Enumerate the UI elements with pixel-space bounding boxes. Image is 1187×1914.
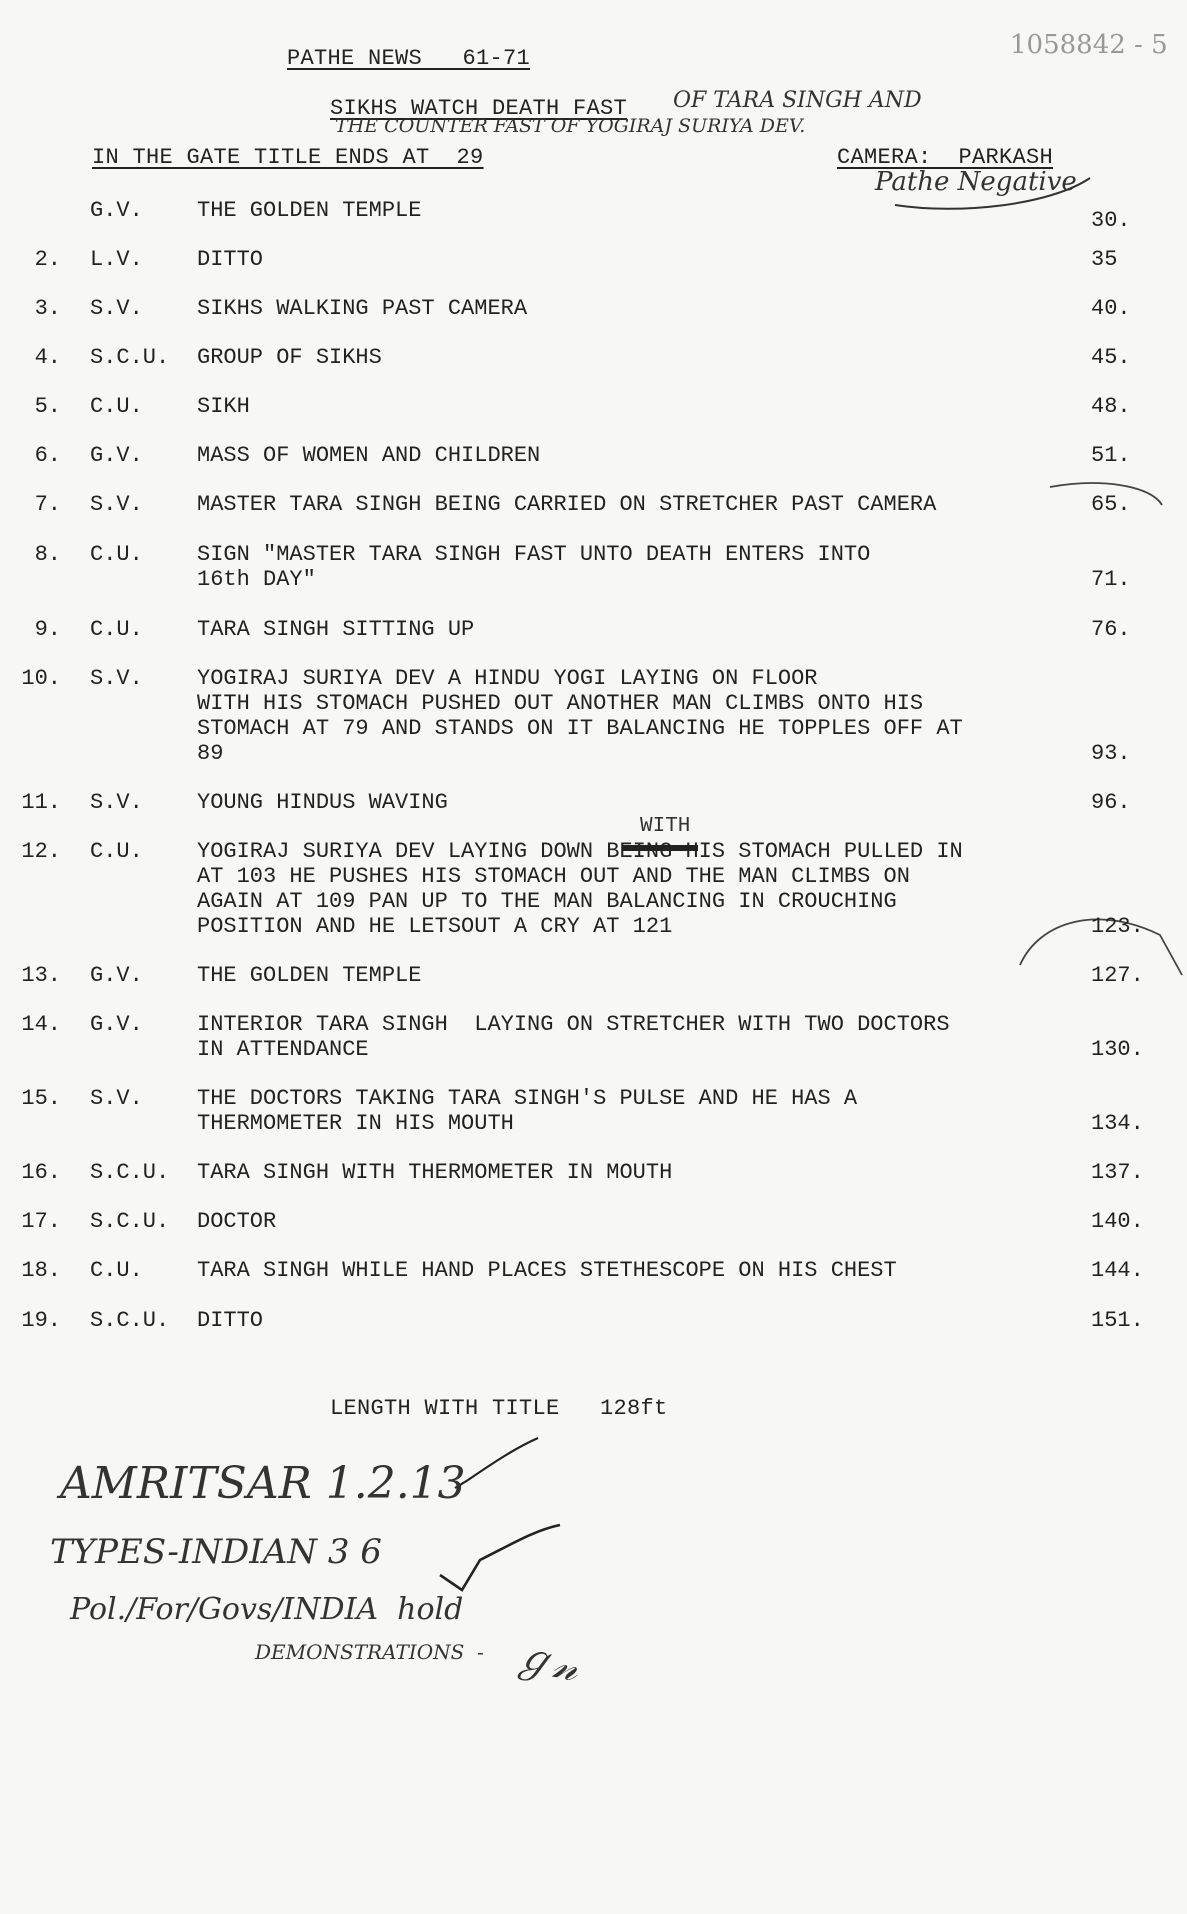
handwritten-note-types: TYPES-INDIAN 3 6 — [50, 1532, 382, 1572]
story-title: SIKHS WATCH DEATH FAST — [330, 96, 628, 121]
shot-number: 17. — [21, 1209, 61, 1234]
reference-number: 1058842 - 5 — [1010, 30, 1168, 60]
insert-word: WITH — [640, 815, 691, 838]
footage-count: 123. — [1091, 914, 1144, 939]
shot-number: 6. — [34, 443, 61, 468]
shot-description: DITTO — [197, 1308, 264, 1333]
tick-mark-2 — [440, 1525, 560, 1590]
footage-count: 40. — [1091, 296, 1131, 321]
story-title-handwritten-1: OF TARA SINGH AND — [673, 88, 922, 113]
footage-count: 45. — [1091, 345, 1131, 370]
shot-description: SIGN "MASTER TARA SINGH FAST UNTO DEATH ENTERS INTO 16th DAY" — [197, 542, 871, 592]
footage-count: 65. — [1091, 492, 1131, 517]
shot-number: 12. — [21, 839, 61, 864]
shot-type: S.V. — [90, 492, 143, 517]
shot-type: S.C.U. — [90, 345, 170, 370]
footage-count: 93. — [1091, 741, 1131, 766]
shot-type: C.U. — [90, 1258, 143, 1283]
footage-count: 140. — [1091, 1209, 1144, 1234]
newsreel-title: PATHE NEWS 61-71 — [287, 46, 531, 71]
length-with-title: LENGTH WITH TITLE 128ft — [330, 1396, 668, 1421]
shot-type: S.C.U. — [90, 1209, 170, 1234]
footage-count: 30. — [1091, 208, 1131, 233]
shot-description: MASS OF WOMEN AND CHILDREN — [197, 443, 541, 468]
shot-description: TARA SINGH WHILE HAND PLACES STETHESCOPE ON HIS CHEST — [197, 1258, 897, 1283]
shot-number: 14. — [21, 1012, 61, 1037]
shot-description: YOUNG HINDUS WAVING — [197, 790, 448, 815]
shot-type: C.U. — [90, 542, 143, 567]
shot-type: C.U. — [90, 617, 143, 642]
shot-type: G.V. — [90, 198, 143, 223]
shot-type: G.V. — [90, 1012, 143, 1037]
footage-count: 96. — [1091, 790, 1131, 815]
handwritten-initials-mark: ℊ𝓃 — [510, 1632, 583, 1692]
footage-count: 134. — [1091, 1111, 1144, 1136]
shot-description: TARA SINGH WITH THERMOMETER IN MOUTH — [197, 1160, 673, 1185]
shot-number: 11. — [21, 790, 61, 815]
shot-number: 8. — [34, 542, 61, 567]
handwritten-note-category: Pol./For/Govs/INDIA hold — [70, 1592, 464, 1627]
shot-number: 7. — [34, 492, 61, 517]
shot-type: S.V. — [90, 790, 143, 815]
shot-description: YOGIRAJ SURIYA DEV A HINDU YOGI LAYING ON FLOOR WITH HIS STOMACH PUSHED OUT ANOTHER MAN CLIMBS ONTO HIS STOMACH AT 79 AND STANDS ON IT BALANCING HE TOPPLES OFF AT 89 — [197, 666, 963, 766]
shot-description: YOGIRAJ SURIYA DEV LAYING DOWN BEING HIS STOMACH PULLED IN AT 103 HE PUSHES HIS STOMACH OUT AND THE MAN CLIMBS ON AGAIN AT 109 PAN UP TO THE MAN BALANCING IN CROUCHING POSITION AND HE LETSOUT A CRY AT 121 — [197, 839, 963, 939]
shot-number: 5. — [34, 394, 61, 419]
shot-number: 3. — [34, 296, 61, 321]
footage-count: 51. — [1091, 443, 1131, 468]
shot-description: THE GOLDEN TEMPLE — [197, 963, 422, 988]
footage-count: 48. — [1091, 394, 1131, 419]
shot-type: L.V. — [90, 247, 143, 272]
shot-type: S.C.U. — [90, 1160, 170, 1185]
shot-description: INTERIOR TARA SINGH LAYING ON STRETCHER WITH TWO DOCTORS IN ATTENDANCE — [197, 1012, 950, 1062]
shot-type: S.V. — [90, 296, 143, 321]
footage-count: 127. — [1091, 963, 1144, 988]
footage-count: 151. — [1091, 1308, 1144, 1333]
shot-number: 9. — [34, 617, 61, 642]
gate-title-line: IN THE GATE TITLE ENDS AT 29 — [92, 145, 484, 170]
shot-type: S.V. — [90, 1086, 143, 1111]
footage-count: 35 — [1091, 247, 1118, 272]
handwritten-note-location: AMRITSAR 1.2.13 — [60, 1458, 466, 1509]
shot-number: 16. — [21, 1160, 61, 1185]
shot-type: C.U. — [90, 394, 143, 419]
shot-type: G.V. — [90, 443, 143, 468]
shot-number: 2. — [34, 247, 61, 272]
shot-type: S.V. — [90, 666, 143, 691]
shot-number: 4. — [34, 345, 61, 370]
shot-number: 13. — [21, 963, 61, 988]
shot-type: C.U. — [90, 839, 143, 864]
shot-description: SIKH — [197, 394, 250, 419]
camera-credit: CAMERA: PARKASH — [837, 145, 1054, 170]
footage-count: 71. — [1091, 567, 1131, 592]
camera-handwritten-note: Pathe Negative — [875, 167, 1077, 197]
footage-count: 144. — [1091, 1258, 1144, 1283]
shot-number: 15. — [21, 1086, 61, 1111]
shot-number: 18. — [21, 1258, 61, 1283]
shot-description: DOCTOR — [197, 1209, 277, 1234]
footage-count: 130. — [1091, 1037, 1144, 1062]
shot-type: G.V. — [90, 963, 143, 988]
shot-description: THE DOCTORS TAKING TARA SINGH'S PULSE AND HE HAS A THERMOMETER IN HIS MOUTH — [197, 1086, 858, 1136]
handwritten-note-demonstrations: DEMONSTRATIONS - — [255, 1640, 484, 1664]
shot-description: SIKHS WALKING PAST CAMERA — [197, 296, 528, 321]
shot-description: TARA SINGH SITTING UP — [197, 617, 475, 642]
footage-count: 137. — [1091, 1160, 1144, 1185]
tick-mark-1 — [455, 1438, 538, 1488]
footage-count: 76. — [1091, 617, 1131, 642]
shot-description: MASTER TARA SINGH BEING CARRIED ON STRETCHER PAST CAMERA — [197, 492, 937, 517]
shot-description: GROUP OF SIKHS — [197, 345, 382, 370]
shot-description: THE GOLDEN TEMPLE — [197, 198, 422, 223]
shot-number: 19. — [21, 1308, 61, 1333]
shot-description: DITTO — [197, 247, 264, 272]
shot-type: S.C.U. — [90, 1308, 170, 1333]
story-title-handwritten-2: THE COUNTER FAST OF YOGIRAJ SURIYA DEV. — [335, 115, 806, 137]
shot-number: 10. — [21, 666, 61, 691]
